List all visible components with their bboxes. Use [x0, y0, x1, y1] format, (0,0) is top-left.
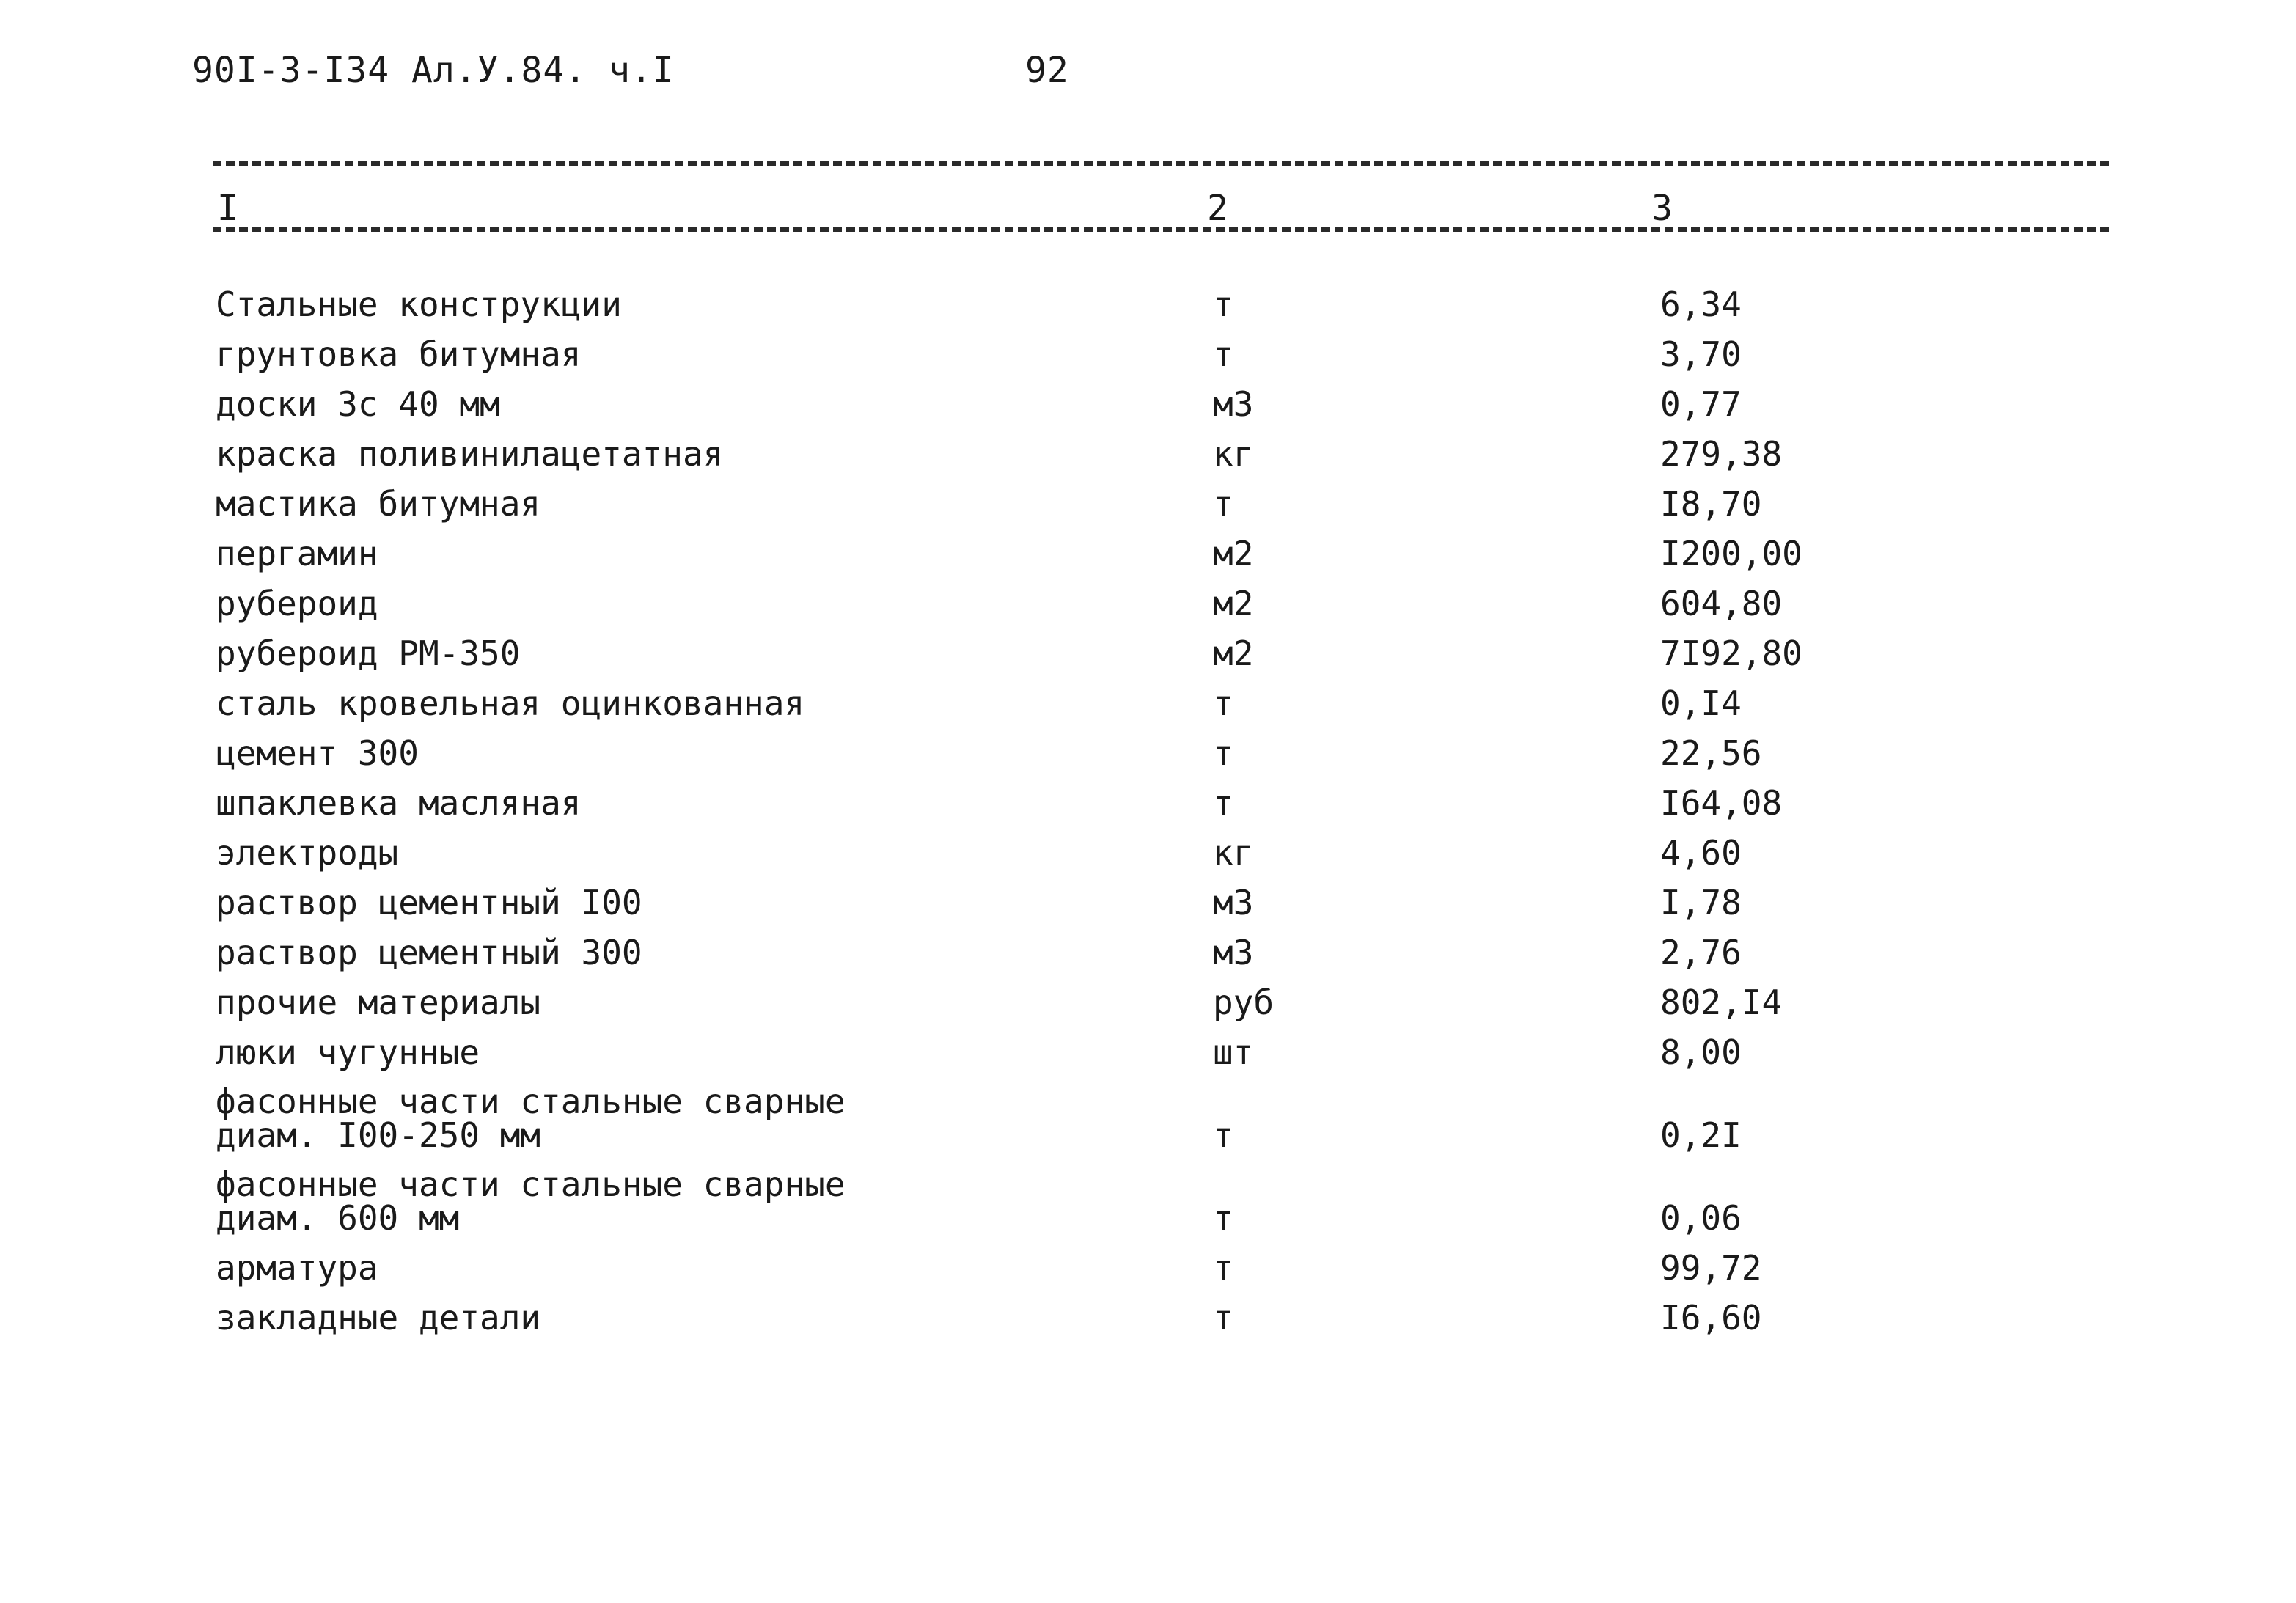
material-name: фасонные части стальные сварные диам. I00-250 мм	[216, 1082, 846, 1155]
material-quantity: 2,76	[1660, 933, 1742, 972]
material-quantity: 0,06	[1660, 1198, 1742, 1238]
document-code: 90I-3-I34 Ал.У.84. ч.I	[192, 50, 675, 91]
material-unit: т	[1213, 683, 1233, 723]
table-row	[216, 271, 2093, 324]
material-name: раствор цементный I00	[216, 883, 642, 922]
material-unit: т	[1213, 285, 1233, 324]
material-quantity: I200,00	[1660, 534, 1802, 573]
material-name: прочие материалы	[216, 983, 541, 1022]
material-unit: т	[1213, 733, 1233, 773]
material-quantity: 8,00	[1660, 1032, 1742, 1072]
table-row	[216, 670, 2093, 723]
table-row	[216, 321, 2093, 374]
material-name: арматура	[216, 1248, 378, 1288]
material-quantity: 279,38	[1660, 434, 1783, 474]
column-number-1: I	[217, 188, 238, 229]
material-quantity: I6,60	[1660, 1298, 1762, 1338]
material-quantity: 22,56	[1660, 733, 1762, 773]
material-unit: м2	[1213, 584, 1254, 623]
table-row	[216, 870, 2093, 920]
material-unit: т	[1213, 1298, 1233, 1338]
table-row	[216, 1152, 2093, 1238]
material-unit: кг	[1213, 434, 1254, 474]
material-unit: м3	[1213, 883, 1254, 922]
page-number: 92	[1025, 50, 1069, 91]
material-name: доски 3с 40 мм	[216, 384, 500, 424]
table-row	[216, 770, 2093, 823]
material-unit: т	[1213, 1115, 1233, 1155]
material-quantity: 0,2I	[1660, 1115, 1742, 1155]
material-name: грунтовка битумная	[216, 334, 582, 374]
material-quantity: I8,70	[1660, 484, 1762, 524]
material-unit: т	[1213, 334, 1233, 374]
table-row	[216, 969, 2093, 1022]
material-quantity: 7I92,80	[1660, 634, 1802, 673]
material-unit: кг	[1213, 833, 1254, 873]
table-row	[216, 720, 2093, 773]
material-unit: м3	[1213, 384, 1254, 424]
material-name: люки чугунные	[216, 1032, 480, 1072]
material-unit: м2	[1213, 534, 1254, 573]
column-number-2: 2	[1207, 188, 1228, 229]
material-quantity: 3,70	[1660, 334, 1742, 374]
material-quantity: 99,72	[1660, 1248, 1762, 1288]
material-name: пергамин	[216, 534, 378, 573]
header-dashed-rule	[213, 227, 2109, 232]
materials-table	[216, 271, 2093, 1338]
material-quantity: 6,34	[1660, 285, 1742, 324]
material-name: шпаклевка масляная	[216, 783, 582, 823]
material-name: рубероид РМ-350	[216, 634, 521, 673]
material-name: раствор цементный 300	[216, 933, 642, 972]
material-unit: м3	[1213, 933, 1254, 972]
material-quantity: 0,I4	[1660, 683, 1742, 723]
table-row	[216, 571, 2093, 623]
table-row	[216, 421, 2093, 474]
material-name: краска поливинилацетатная	[216, 434, 724, 474]
material-name: Стальные конструкции	[216, 285, 622, 324]
table-row	[216, 471, 2093, 524]
table-row	[216, 521, 2093, 571]
material-name: электроды	[216, 833, 399, 873]
material-name: закладные детали	[216, 1298, 541, 1338]
material-quantity: 4,60	[1660, 833, 1742, 873]
table-row	[216, 820, 2093, 873]
material-name: мастика битумная	[216, 484, 541, 524]
material-name: фасонные части стальные сварные диам. 600 мм	[216, 1164, 846, 1238]
column-number-3: 3	[1651, 188, 1673, 229]
material-unit: т	[1213, 484, 1233, 524]
material-quantity: 0,77	[1660, 384, 1742, 424]
top-dashed-rule	[213, 161, 2109, 166]
material-name: рубероид	[216, 584, 378, 623]
table-row	[216, 1235, 2093, 1288]
table-row	[216, 1069, 2093, 1155]
material-unit: руб	[1213, 983, 1274, 1022]
material-quantity: 604,80	[1660, 584, 1783, 623]
table-row	[216, 620, 2093, 673]
material-name: цемент 300	[216, 733, 419, 773]
material-unit: шт	[1213, 1032, 1254, 1072]
table-row	[216, 1019, 2093, 1072]
material-unit: т	[1213, 783, 1233, 823]
table-row	[216, 920, 2093, 972]
table-row	[216, 1285, 2093, 1338]
material-unit: т	[1213, 1248, 1233, 1288]
table-row	[216, 371, 2093, 424]
material-unit: т	[1213, 1198, 1233, 1238]
material-quantity: 802,I4	[1660, 983, 1783, 1022]
material-quantity: I64,08	[1660, 783, 1783, 823]
material-quantity: I,78	[1660, 883, 1742, 922]
material-unit: м2	[1213, 634, 1254, 673]
material-name: сталь кровельная оцинкованная	[216, 683, 805, 723]
